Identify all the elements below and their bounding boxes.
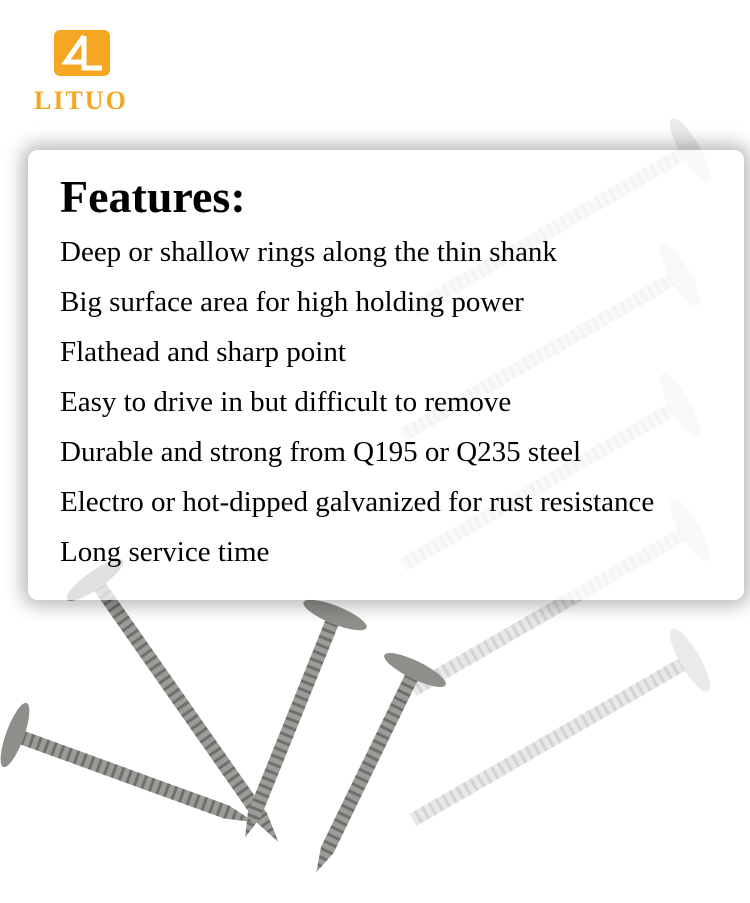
features-title: Features:: [60, 171, 246, 222]
feature-item: Deep or shallow rings along the thin shank: [60, 236, 557, 268]
feature-item: Easy to drive in but difficult to remove: [60, 386, 512, 418]
feature-item: Durable and strong from Q195 or Q235 steel: [60, 436, 582, 468]
feature-item: Electro or hot-dipped galvanized for rust resistance: [60, 486, 655, 518]
feature-item: Big surface area for high holding power: [60, 286, 524, 318]
feature-item: Long service time: [60, 536, 270, 568]
brand-name: LITUO: [34, 86, 128, 115]
logo-mark-icon: [54, 30, 110, 76]
feature-item: Flathead and sharp point: [60, 336, 346, 368]
